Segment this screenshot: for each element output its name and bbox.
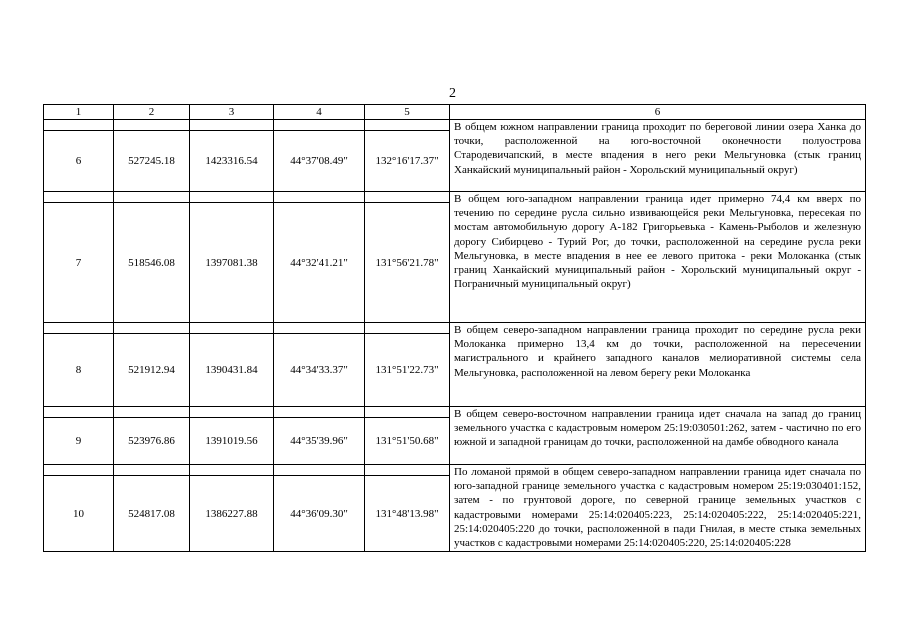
point-number: 6 (44, 131, 114, 192)
boundary-description: По ломаной прямой в общем северо-западном направлении граница идет сначала по юго-западной границе земельного участка с кадастровым номером 25:19:030401:152, затем - по грунтовой дороге, по северной границе земельных участков с кадастровыми номерами 25:14:020405:223, 25:14:020405:222, 25:14:020405:221, 25:14:020405:220 до точки, расположенной в пади Гнилая, в месте стыка земельных участков с кадастровыми номерами 25:14:020405:220, 25:14:020405:228 (450, 465, 866, 552)
column-header: 3 (190, 105, 274, 120)
column-header: 1 (44, 105, 114, 120)
boundary-description: В общем юго-западном направлении граница идет примерно 74,4 км вверх по течению по середине русла сильно извивающейся реки Мельгуновка, пересекая по мостам автомобильную дорогу А-182 Григорьевька - Камень-Рыболов и железную дорогу Сибирцево - Турий Рог, до точки, расположенной на середине русла реки Мельгуновка, в месте впадения в нее ее левого притока - реки Молоканка (стык границ Ханкайский муниципальный район - Хорольский муниципальный округ - Пограничный муниципальный округ) (450, 192, 866, 323)
table-header-row (44, 105, 866, 120)
coord-y: 1391019.56 (190, 418, 274, 465)
coord-x: 521912.94 (114, 334, 190, 407)
column-header: 5 (365, 105, 450, 120)
coord-x: 527245.18 (114, 131, 190, 192)
coord-x: 524817.08 (114, 476, 190, 552)
longitude: 131°51'22.73" (365, 334, 450, 407)
point-number: 9 (44, 418, 114, 465)
boundary-table (43, 104, 866, 552)
longitude: 131°48'13.98" (365, 476, 450, 552)
point-number: 10 (44, 476, 114, 552)
table-row-spacer (44, 407, 866, 418)
latitude: 44°36'09.30" (274, 476, 365, 552)
coord-y: 1390431.84 (190, 334, 274, 407)
coord-x: 523976.86 (114, 418, 190, 465)
table-row-spacer (44, 192, 866, 203)
coord-y: 1423316.54 (190, 131, 274, 192)
column-header: 4 (274, 105, 365, 120)
page-number: 2 (449, 86, 456, 101)
latitude: 44°37'08.49" (274, 131, 365, 192)
boundary-description: В общем южном направлении граница проходит по береговой линии озера Ханка до точки, расположенной на юго-восточной оконечности полуострова Стародевичапский, в месте впадения в него реки Мельгуновка (стык границ Ханкайский муниципальный район - Хорольский муниципальный округ) (450, 120, 866, 192)
table-row-spacer (44, 465, 866, 476)
coord-x: 518546.08 (114, 203, 190, 323)
column-header: 2 (114, 105, 190, 120)
point-number: 7 (44, 203, 114, 323)
latitude: 44°34'33.37" (274, 334, 365, 407)
point-number: 8 (44, 334, 114, 407)
longitude: 131°51'50.68" (365, 418, 450, 465)
boundary-description: В общем северо-западном направлении граница проходит по середине русла реки Молоканка примерно 13,4 км до точки, расположенной на пересечении магистрального и крайнего западного каналов мелиоративной системы села Мельгуновка, расположенной на левом берегу реки Молоканка (450, 323, 866, 407)
table-row-spacer (44, 323, 866, 334)
longitude: 132°16'17.37" (365, 131, 450, 192)
longitude: 131°56'21.78" (365, 203, 450, 323)
table-row-spacer (44, 120, 866, 131)
column-header: 6 (450, 105, 866, 120)
boundary-description: В общем северо-восточном направлении граница идет сначала на запад до границ земельного участка с кадастровым номером 25:19:030501:262, затем - частично по его южной и западной границам до точки, расположенной на дамбе обводного канала (450, 407, 866, 465)
coord-y: 1397081.38 (190, 203, 274, 323)
latitude: 44°35'39.96" (274, 418, 365, 465)
latitude: 44°32'41.21" (274, 203, 365, 323)
coord-y: 1386227.88 (190, 476, 274, 552)
